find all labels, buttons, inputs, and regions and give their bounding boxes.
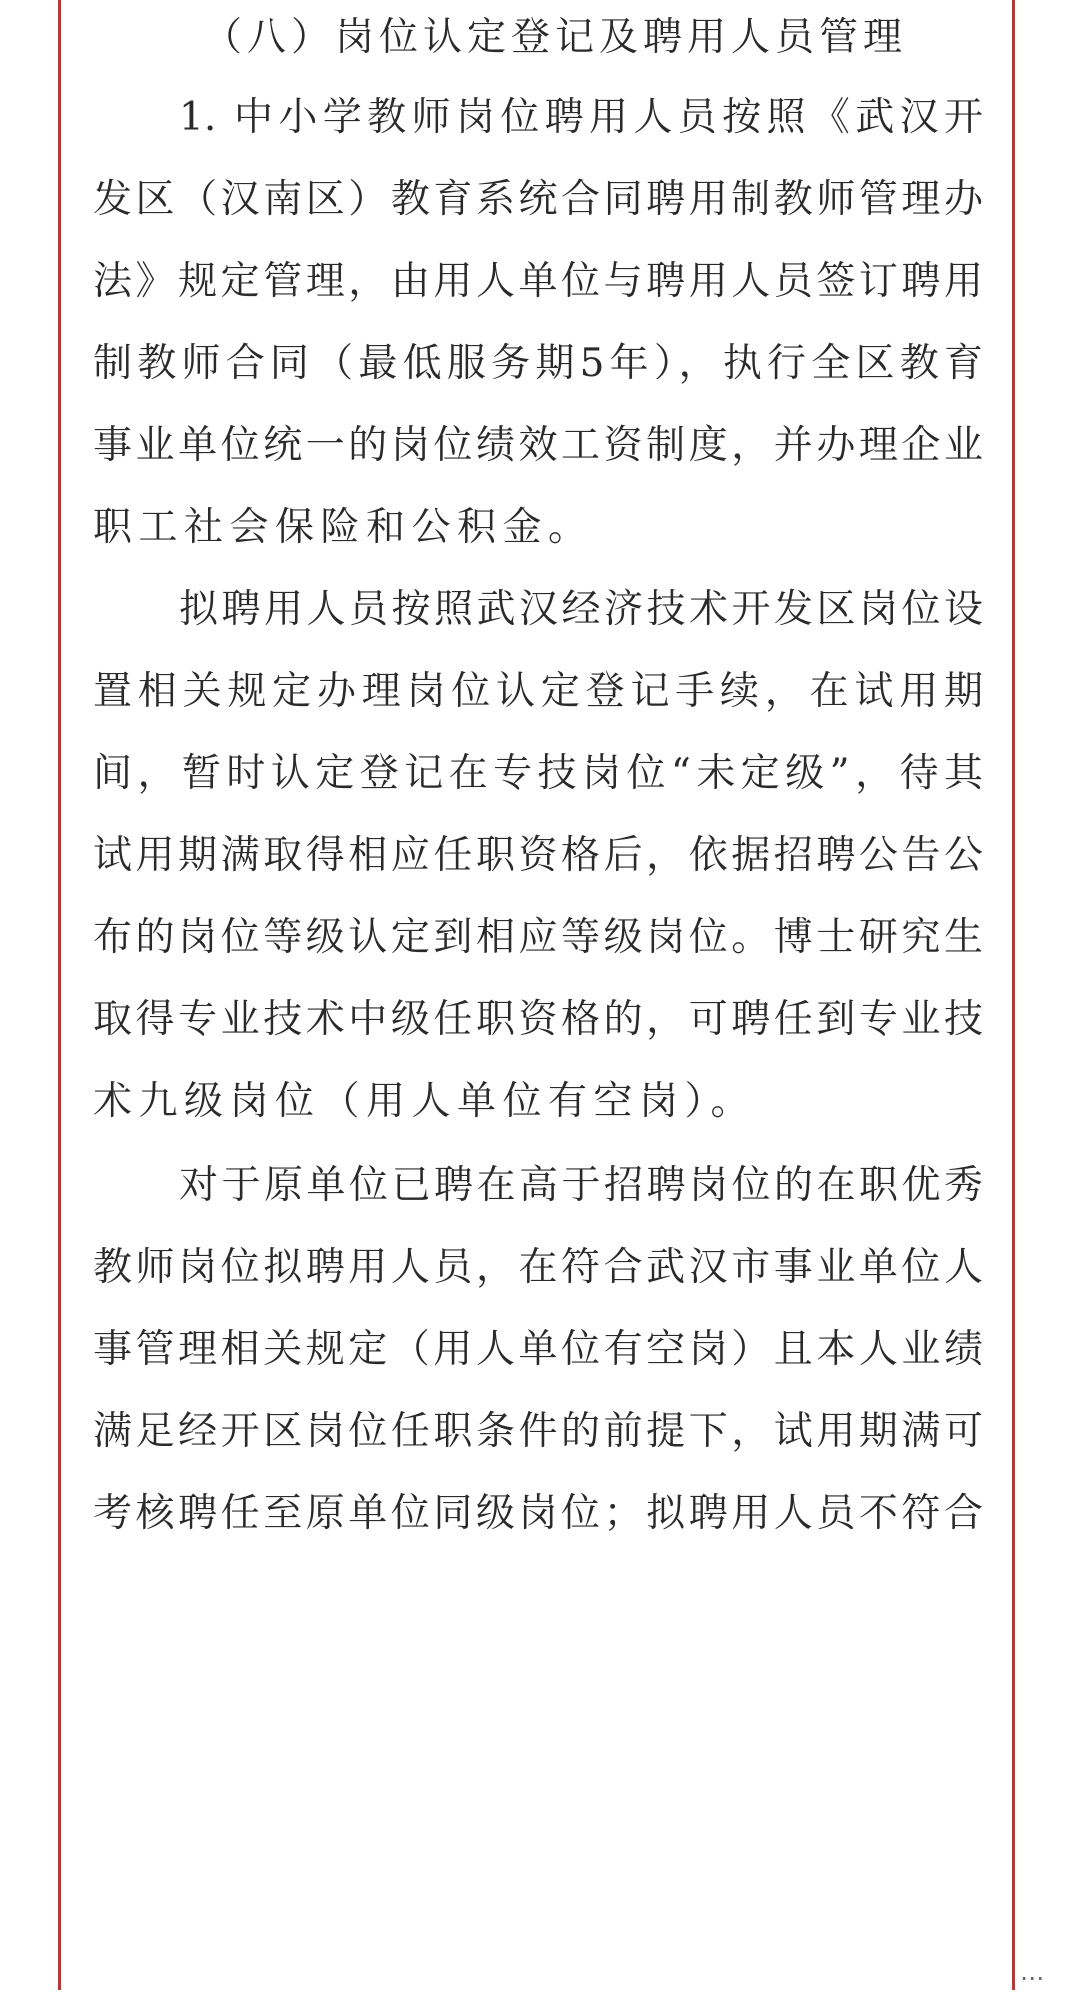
paragraph-line: 拟聘用人员按照武汉经济技术开发区岗位设 bbox=[179, 587, 983, 632]
paragraph-line: 对于原单位已聘在高于招聘岗位的在职优秀 bbox=[179, 1163, 983, 1208]
paragraph-line: 取得专业技术中级任职资格的，可聘任到专业技 bbox=[93, 997, 983, 1042]
paragraph-line: 制教师合同（最低服务期5年），执行全区教育 bbox=[93, 341, 983, 386]
paragraph-line: 事管理相关规定（用人单位有空岗）且本人业绩 bbox=[93, 1327, 983, 1372]
paragraph-line: 置相关规定办理岗位认定登记手续，在试用期 bbox=[93, 669, 983, 714]
left-margin-rule bbox=[58, 0, 61, 1990]
right-margin-rule bbox=[1012, 0, 1015, 1990]
more-indicator-icon: ⋯ bbox=[1020, 1964, 1044, 1992]
paragraph-line: 1. 中小学教师岗位聘用人员按照《武汉开 bbox=[179, 95, 983, 140]
paragraph-line: 布的岗位等级认定到相应等级岗位。博士研究生 bbox=[93, 915, 983, 960]
paragraph-line: 职工社会保险和公积金。 bbox=[93, 505, 594, 550]
paragraph-line: 发区（汉南区）教育系统合同聘用制教师管理办 bbox=[93, 177, 983, 222]
paragraph-line: 教师岗位拟聘用人员，在符合武汉市事业单位人 bbox=[93, 1245, 983, 1290]
paragraph-line: 满足经开区岗位任职条件的前提下，试用期满可 bbox=[93, 1409, 983, 1454]
paragraph-line: 考核聘任至原单位同级岗位；拟聘用人员不符合 bbox=[93, 1491, 983, 1536]
paragraph-line: 试用期满取得相应任职资格后，依据招聘公告公 bbox=[93, 833, 983, 878]
section-heading: （八）岗位认定登记及聘用人员管理 bbox=[203, 15, 908, 60]
paragraph-line: 法》规定管理，由用人单位与聘用人员签订聘用 bbox=[93, 259, 983, 304]
paragraph-line: 术九级岗位（用人单位有空岗）。 bbox=[93, 1079, 757, 1124]
paragraph-line: 事业单位统一的岗位绩效工资制度，并办理企业 bbox=[93, 423, 983, 468]
paragraph-line: 间，暂时认定登记在专技岗位“未定级”，待其 bbox=[93, 751, 983, 796]
